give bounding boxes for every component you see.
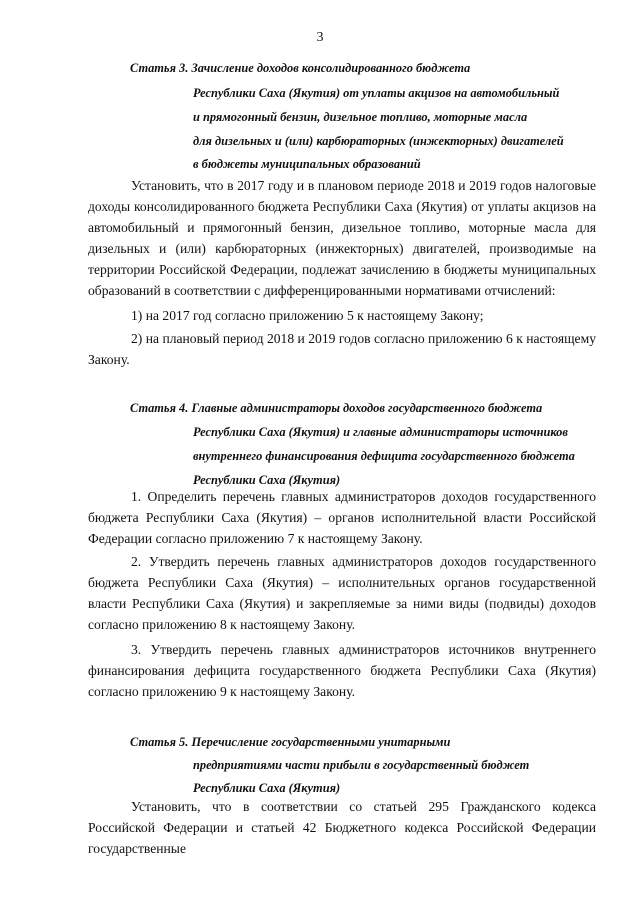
article4-heading-line-1: Статья 4. Главные администраторы доходов государственного бюджета (130, 401, 543, 415)
article3-heading-line-5: в бюджеты муниципальных образований (193, 157, 421, 171)
article3-heading-line-1: Статья 3. Зачисление доходов консолидированного бюджета (130, 61, 471, 75)
article5-heading-line-2: предприятиями части прибыли в государственный бюджет (193, 758, 530, 772)
article4-paragraph-3: 3. Утвердить перечень главных администраторов источников внутреннего финансирования дефицита государственного бюджета Республики Саха (Якутия) согласно приложению 9 к настоящему Закону. (88, 642, 596, 699)
article4-paragraph-1: 1. Определить перечень главных администраторов доходов государственного бюджета Республики Саха (Якутия) – органов исполнительной власти Российской Федерации согласно приложению 7 к настоящему Закону. (88, 489, 596, 546)
article3-heading-line-4: для дизельных и (или) карбюраторных (инжекторных) двигателей (193, 134, 564, 148)
page-number: 3 (316, 30, 324, 45)
article4-paragraph-2: 2. Утвердить перечень главных администраторов доходов государственного бюджета Республики Саха (Якутия) – исполнительных органов государственной власти Республики Саха (Якутия) и закрепляемые за ними виды (подвиды) доходов согласно приложению 8 к настоящему Закону. (88, 554, 596, 632)
article3-item-1: 1) на 2017 год согласно приложению 5 к настоящему Закону; (131, 308, 484, 323)
article5-heading-line-3: Республики Саха (Якутия) (193, 781, 341, 795)
article4-heading-line-2: Республики Саха (Якутия) и главные администраторы источников (193, 425, 568, 439)
article4-heading-line-3: внутреннего финансирования дефицита государственного бюджета (193, 449, 575, 463)
article5-intro-paragraph: Установить, что в соответствии со статьей 295 Гражданского кодекса Российской Федерации и статьей 42 Бюджетного кодекса Российской Федерации государственные (88, 799, 596, 856)
article3-item-2: 2) на плановый период 2018 и 2019 годов согласно приложению 6 к настоящему Закону. (88, 331, 596, 367)
article3-intro-paragraph: Установить, что в 2017 году и в плановом периоде 2018 и 2019 годов налоговые доходы консолидированного бюджета Республики Саха (Якутия) от уплаты акцизов на автомобильный и прямогонный бензин, дизельное топливо, моторные масла для дизельных и (или) карбюраторных (инжекторных) двигателей, производимые на территории Российской Федерации, подлежат зачислению в бюджеты муниципальных образований в соответствии с дифференцированными нормативами отчислений: (88, 178, 596, 298)
article3-heading-line-3: и прямогонный бензин, дизельное топливо, моторные масла (193, 110, 528, 124)
article3-heading-line-2: Республики Саха (Якутия) от уплаты акцизов на автомобильный (193, 86, 560, 100)
article4-heading-line-4: Республики Саха (Якутия) (193, 473, 341, 487)
article5-heading-line-1: Статья 5. Перечисление государственными унитарными (130, 735, 451, 749)
